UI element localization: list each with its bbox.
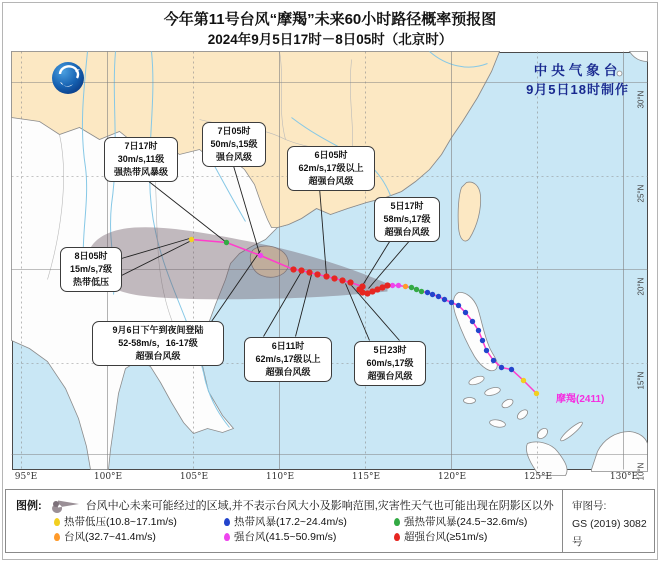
track-point: [430, 292, 435, 297]
callout-7d17: 7日17时 30m/s,11级 强热带风暴级: [104, 137, 178, 182]
legend-item: [54, 529, 224, 544]
legend-item-label: 超强台风(≥51m/s): [404, 531, 488, 543]
legend-item: [224, 529, 394, 544]
page-title: 今年第11号台风“摩羯”未来60小时路径概率预报图: [163, 11, 497, 28]
page-subtitle: 2024年9月5日17时－8日05时（北京时）: [207, 32, 453, 47]
callout-7d05: 7日05时 50m/s,15级 强台风级: [202, 122, 266, 167]
callout-6d05: 6日05时 62m/s,17级以上 超强台风级: [287, 146, 375, 191]
legend-item-label: 强台风(41.5~50.9m/s): [234, 531, 337, 543]
lon-tick-label: 120°E: [437, 472, 467, 482]
legend-item: [394, 529, 559, 544]
track-point: [331, 275, 337, 281]
legend-item-label: 热带低压(10.8~17.1m/s): [64, 516, 177, 528]
callout-landfall: 9月6日下午到夜间登陆 52-58m/s，16-17级 超强台风级: [92, 321, 224, 366]
callout-5d23: 5日23时 60m/s,17级 超强台风级: [354, 341, 426, 386]
legend-item: [54, 514, 224, 529]
cma-logo-icon: [51, 61, 85, 95]
track-point: [314, 271, 320, 277]
legend-title: 图例:: [16, 500, 42, 512]
cone-legend-text: 台风中心未来可能经过的区域,并不表示台风大小及影响范围,灾害性天气也可能出现在阴影区以外: [85, 500, 554, 512]
storm-name-label: 摩羯(2411): [556, 394, 605, 405]
track-point: [258, 253, 263, 258]
map-license: [562, 490, 656, 552]
track-point: [491, 358, 496, 363]
track-point: [470, 319, 475, 324]
track-point: [409, 285, 414, 290]
legend-item-label: 热带风暴(17.2~24.4m/s): [234, 516, 347, 528]
track-point: [339, 277, 345, 283]
track-point: [298, 267, 304, 273]
track-point: [499, 365, 504, 370]
legend-main: [6, 490, 562, 552]
lon-tick-label: 115°E: [351, 472, 381, 482]
red-intensity-dot-icon: [394, 533, 400, 541]
lat-tick-label: 25°N: [636, 184, 646, 203]
callout-8d05: 8日05时 15m/s,7级 热带低压: [60, 247, 122, 292]
lat-tick-label: 30°N: [636, 90, 646, 109]
legend-item: [394, 514, 559, 529]
legend-panel: [5, 489, 655, 553]
callout-5d17: 5日17时 58m/s,17级 超强台风级: [374, 197, 440, 242]
issue-time: 9月5日18时制作: [526, 82, 629, 97]
lat-tick-label: 10°N: [636, 462, 646, 481]
legend-item-label: 台风(32.7~41.4m/s): [64, 531, 156, 543]
lat-tick-label: 15°N: [636, 371, 646, 390]
license-number: GS (2019) 3082号: [572, 517, 647, 548]
track-point: [390, 283, 395, 288]
magenta-intensity-dot-icon: [224, 533, 230, 541]
lon-tick-label: 105°E: [179, 472, 209, 482]
yellow-intensity-dot-icon: [54, 518, 60, 526]
track-point: [290, 266, 296, 272]
track-point: [224, 240, 229, 245]
track-point: [442, 297, 447, 302]
track-point: [323, 273, 329, 279]
license-label: 审图号:: [572, 500, 607, 512]
lat-labels: [637, 90, 646, 480]
track-point: [534, 391, 539, 396]
track-point: [306, 269, 312, 275]
track-point: [476, 328, 481, 333]
agency-name: 中央气象台: [533, 63, 622, 78]
blue-intensity-dot-icon: [224, 518, 230, 526]
track-point: [419, 289, 424, 294]
legend-item: [224, 514, 394, 529]
track-point: [463, 310, 468, 315]
track-point: [189, 237, 194, 242]
track-point: [521, 378, 526, 383]
longitude-axis: [0, 470, 660, 488]
cone-legend-icon: [50, 498, 80, 513]
track-point: [436, 294, 441, 299]
track-point: [456, 303, 461, 308]
lon-tick-label: 100°E: [93, 472, 123, 482]
callout-6d11: 6日11时 62m/s,17级以上 超强台风级: [244, 337, 332, 382]
track-point: [449, 300, 454, 305]
green-intensity-dot-icon: [394, 518, 400, 526]
track-point: [480, 338, 485, 343]
lon-tick-label: 95°E: [14, 472, 38, 482]
track-point: [509, 367, 514, 372]
orange-intensity-dot-icon: [54, 533, 60, 541]
lon-tick-label: 110°E: [265, 472, 295, 482]
track-point: [414, 287, 419, 292]
agency-watermark: [526, 59, 629, 98]
track-point: [396, 283, 401, 288]
lon-tick-label: 130°E: [609, 472, 639, 482]
track-point: [403, 284, 408, 289]
track-point: [484, 348, 489, 353]
track-point: [347, 279, 353, 285]
lon-tick-label: 125°E: [523, 472, 553, 482]
legend-item-label: 强热带风暴(24.5~32.6m/s): [404, 516, 528, 528]
track-point: [425, 290, 430, 295]
lat-tick-label: 20°N: [636, 277, 646, 296]
track-point: [359, 283, 365, 289]
